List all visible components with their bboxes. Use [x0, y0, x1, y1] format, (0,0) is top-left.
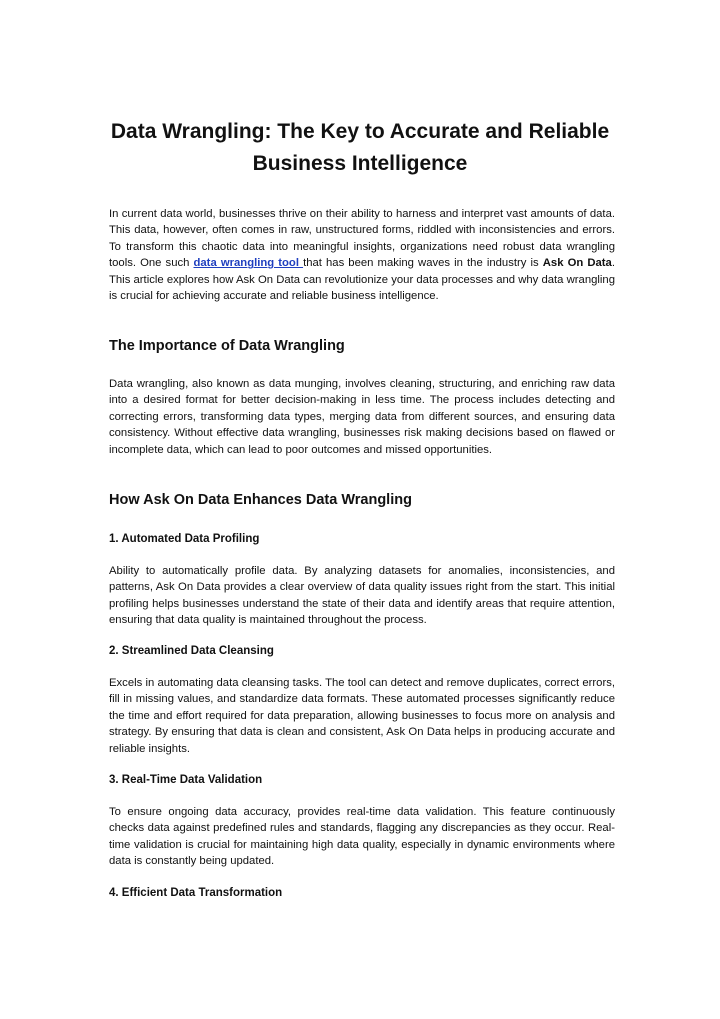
intro-paragraph	[109, 206, 615, 304]
section-heading-importance: The Importance of Data Wrangling	[109, 338, 345, 354]
section-heading-enhances: How Ask On Data Enhances Data Wrangling	[109, 492, 412, 508]
subheading-data-cleansing: 2. Streamlined Data Cleansing	[109, 645, 274, 657]
intro-text-2: that has been making waves in the industry is	[303, 257, 543, 270]
data-cleansing-paragraph: Excels in automating data cleansing tasks. The tool can detect and remove duplicates, correct errors, fill in missing values, and standardize data formats. These automated processes significantly reduce the time and effort required for data preparation, allowing businesses to focus more on analysis and strategy. By ensuring that data is clean and consistent, Ask On Data helps in producing accurate and reliable insights.	[109, 677, 615, 755]
subheading-data-validation: 3. Real-Time Data Validation	[109, 774, 263, 786]
automated-profiling-paragraph: Ability to automatically profile data. By analyzing datasets for anomalies, inconsistencies, and patterns, Ask On Data provides a clear overview of data quality issues right from the start. This initial profiling helps businesses understand the state of their data and identify areas that require attention, ensuring that data quality is maintained throughout the process.	[109, 565, 615, 627]
data-validation-paragraph: To ensure ongoing data accuracy, provides real-time data validation. This feature continuously checks data against predefined rules and standards, flagging any discrepancies as they occur. Real-time validation is crucial for maintaining high data quality, especially in dynamic environments where data is constantly being updated.	[109, 806, 615, 868]
ask-on-data-bold: Ask On Data	[542, 257, 612, 270]
subheading-data-transformation: 4. Efficient Data Transformation	[109, 887, 283, 899]
intro-text-3: . This article explores how Ask On Data can revolutionize your data processes and why data wrangling is crucial for achieving accurate and reliable business intelligence.	[109, 257, 615, 303]
subheading-automated-profiling: 1. Automated Data Profiling	[109, 533, 260, 545]
data-wrangling-tool-link[interactable]: data wrangling tool	[193, 257, 304, 270]
importance-paragraph: Data wrangling, also known as data munging, involves cleaning, structuring, and enriching raw data into a desired format for better decision-making in less time. The process includes detecting and correcting errors, transforming data types, merging data from different sources, and ensuring data consistency. Without effective data wrangling, businesses risk making decisions based on flawed or incomplete data, which can lead to poor outcomes and missed opportunities.	[109, 378, 615, 456]
intro-text-1: In current data world, businesses thrive on their ability to harness and interpret vast amounts of data. This data, however, often comes in raw, unstructured forms, riddled with inconsistencies and errors. To transform this chaotic data into meaningful insights, organizations need robust data wrangling tools. One such	[109, 208, 615, 270]
document-title: Data Wrangling: The Key to Accurate and Reliable Business Intelligence	[110, 120, 610, 175]
